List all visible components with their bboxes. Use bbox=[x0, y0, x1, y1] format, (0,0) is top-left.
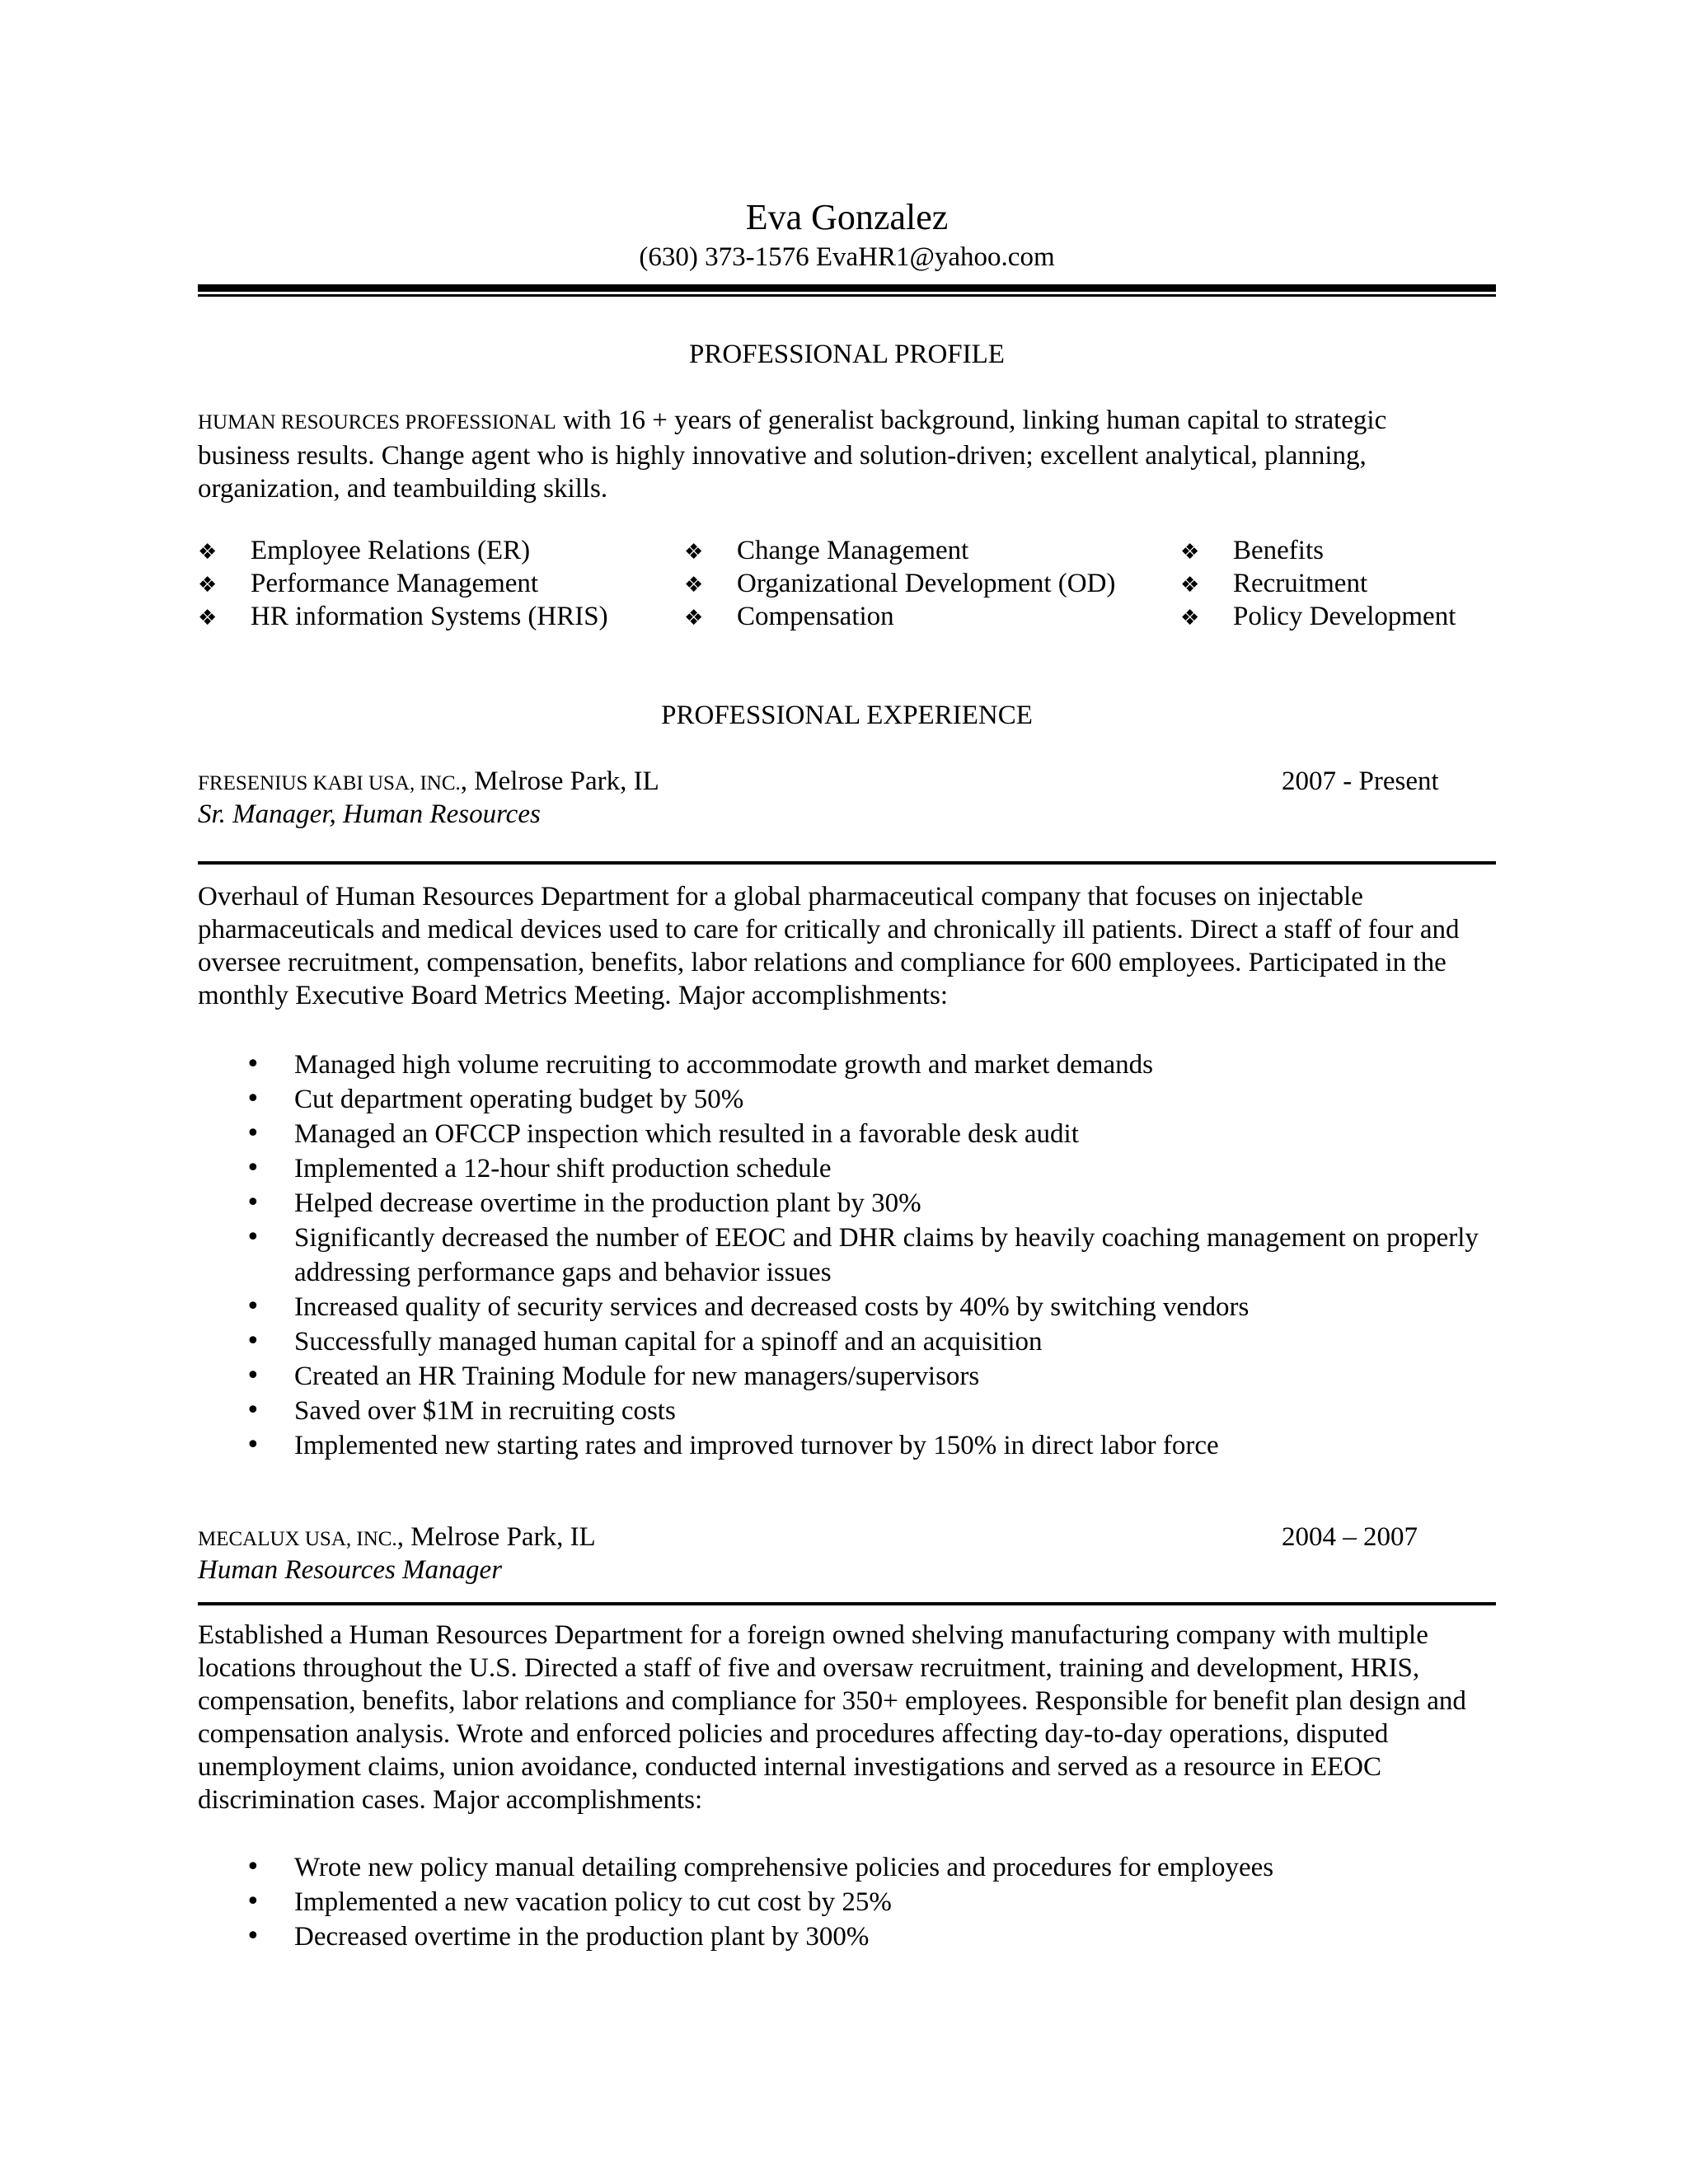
company-location: , Melrose Park, IL bbox=[460, 766, 659, 796]
list-item bbox=[198, 1186, 1496, 1221]
list-item bbox=[198, 1359, 1496, 1394]
diamond-bullet-icon: ❖ bbox=[1180, 540, 1200, 565]
accomplishment-text: Managed an OFCCP inspection which resulted in a favorable desk audit bbox=[294, 1119, 1079, 1149]
employment-dates: 2004 – 2007 bbox=[1282, 1522, 1418, 1552]
skills-grid bbox=[198, 534, 1496, 641]
list-item bbox=[198, 1151, 1496, 1186]
bullet-icon: • bbox=[246, 1154, 260, 1183]
profile-summary bbox=[198, 404, 1484, 505]
job-description: Overhaul of Human Resources Department for a global pharmaceutical company that focuses on injectable pharmaceuticals and medical devices used to care for critically and chronically ill patients. Direct a staff of four and oversee recruitment, compensation, benefits, labor relations and compliance for 600 employees. Participated in the monthly Executive Board Metrics Meeting. Major accomplishments: bbox=[198, 882, 1460, 1010]
company-name: FRESENIUS KABI USA, INC. bbox=[198, 772, 461, 794]
candidate-name: Eva Gonzalez bbox=[745, 197, 949, 237]
accomplishment-text: Cut department operating budget by 50% bbox=[294, 1085, 744, 1114]
accomplishment-text: Successfully managed human capital for a spinoff and an acquisition bbox=[294, 1327, 1043, 1357]
employment-dates: 2007 - Present bbox=[1282, 766, 1439, 796]
company-location: , Melrose Park, IL bbox=[396, 1522, 596, 1552]
accomplishment-list bbox=[198, 1850, 1496, 1954]
list-item bbox=[198, 1290, 1496, 1324]
skill-label: Employee Relations (ER) bbox=[251, 536, 531, 565]
skill-item bbox=[1180, 600, 1456, 633]
list-item bbox=[198, 1885, 1496, 1919]
accomplishment-text: Increased quality of security services and decreased costs by 40% by switching vendors bbox=[294, 1292, 1250, 1322]
skill-label: Benefits bbox=[1233, 536, 1324, 565]
accomplishment-text: Managed high volume recruiting to accommodate growth and market demands bbox=[294, 1050, 1153, 1080]
profile-heading: PROFESSIONAL PROFILE bbox=[689, 340, 1005, 369]
header-divider bbox=[198, 284, 1496, 298]
list-item bbox=[198, 1919, 1496, 1954]
skill-item bbox=[684, 600, 1115, 633]
skill-label: Performance Management bbox=[251, 569, 539, 598]
job-header bbox=[198, 765, 1496, 831]
skill-item bbox=[198, 534, 608, 567]
bullet-icon: • bbox=[246, 1431, 260, 1460]
bullet-icon: • bbox=[246, 1085, 260, 1113]
list-item bbox=[198, 1047, 1496, 1082]
skill-label: Policy Development bbox=[1233, 602, 1456, 631]
company-name: MECALUX USA, INC. bbox=[198, 1528, 397, 1550]
resume-page bbox=[198, 0, 1496, 2184]
diamond-bullet-icon: ❖ bbox=[198, 540, 218, 565]
skill-item bbox=[198, 600, 608, 633]
diamond-bullet-icon: ❖ bbox=[198, 606, 218, 630]
skill-item bbox=[198, 567, 608, 600]
job-divider bbox=[198, 861, 1496, 865]
diamond-bullet-icon: ❖ bbox=[1180, 606, 1200, 630]
skill-label: Organizational Development (OD) bbox=[737, 569, 1116, 598]
accomplishment-text: Implemented a 12-hour shift production schedule bbox=[294, 1154, 832, 1183]
skill-item bbox=[684, 567, 1115, 600]
accomplishment-text: Saved over $1M in recruiting costs bbox=[294, 1396, 676, 1426]
bullet-icon: • bbox=[246, 1188, 260, 1217]
skill-label: Compensation bbox=[737, 602, 894, 631]
bullet-icon: • bbox=[246, 1119, 260, 1148]
skill-item bbox=[684, 534, 1115, 567]
accomplishment-list bbox=[198, 1047, 1496, 1463]
list-item bbox=[198, 1324, 1496, 1359]
company-line bbox=[198, 765, 659, 800]
skills-column-2 bbox=[684, 534, 1115, 633]
skill-item bbox=[1180, 534, 1456, 567]
job-title: Sr. Manager, Human Resources bbox=[198, 799, 541, 829]
diamond-bullet-icon: ❖ bbox=[684, 540, 704, 565]
accomplishment-text: Wrote new policy manual detailing comprehensive policies and procedures for employees bbox=[294, 1853, 1274, 1882]
contact-info: (630) 373-1576 EvaHR1@yahoo.com bbox=[639, 242, 1055, 272]
accomplishment-text: Created an HR Training Module for new managers/supervisors bbox=[294, 1361, 980, 1391]
bullet-icon: • bbox=[246, 1922, 260, 1951]
bullet-icon: • bbox=[246, 1853, 260, 1882]
list-item bbox=[198, 1221, 1496, 1290]
accomplishment-text: Significantly decreased the number of EEOC and DHR claims by heavily coaching management on properly addressing performance gaps and behavior issues bbox=[294, 1223, 1479, 1287]
accomplishment-text: Decreased overtime in the production plant by 300% bbox=[294, 1922, 870, 1952]
experience-heading: PROFESSIONAL EXPERIENCE bbox=[661, 701, 1033, 730]
skill-label: HR information Systems (HRIS) bbox=[251, 602, 608, 631]
profile-lead: HUMAN RESOURCES PROFESSIONAL bbox=[198, 411, 556, 434]
bullet-icon: • bbox=[246, 1396, 260, 1425]
accomplishment-text: Helped decrease overtime in the production plant by 30% bbox=[294, 1188, 921, 1218]
job-description: Established a Human Resources Department for a foreign owned shelving manufacturing company with multiple locations throughout the U.S. Directed a staff of five and oversaw recruitment, training and development, HRIS, compensation, benefits, labor relations and compliance for 350+ employees. Responsible for benefit plan design and compensation analysis. Wrote and enforced policies and procedures affecting day-to-day operations, disputed unemployment claims, union avoidance, conducted internal investigations and served as a resource in EEOC discrimination cases. Major accomplishments: bbox=[198, 1620, 1466, 1815]
skill-item bbox=[1180, 567, 1456, 600]
list-item bbox=[198, 1850, 1496, 1885]
diamond-bullet-icon: ❖ bbox=[1180, 573, 1200, 598]
profile-summary-text: with 16 + years of generalist background, linking human capital to strategic business results. Change agent who is highly innovative and solution-driven; excellent analytical, planning, organization, and teambuilding skills. bbox=[198, 405, 1387, 504]
list-item bbox=[198, 1394, 1496, 1428]
list-item bbox=[198, 1428, 1496, 1463]
company-line bbox=[198, 1521, 596, 1556]
bullet-icon: • bbox=[246, 1292, 260, 1321]
skill-label: Recruitment bbox=[1233, 569, 1368, 598]
bullet-icon: • bbox=[246, 1361, 260, 1390]
skills-column-3 bbox=[1180, 534, 1456, 633]
list-item bbox=[198, 1117, 1496, 1151]
diamond-bullet-icon: ❖ bbox=[198, 573, 218, 598]
diamond-bullet-icon: ❖ bbox=[684, 606, 704, 630]
job-title: Human Resources Manager bbox=[198, 1555, 503, 1585]
bullet-icon: • bbox=[246, 1327, 260, 1356]
bullet-icon: • bbox=[246, 1887, 260, 1916]
list-item bbox=[198, 1082, 1496, 1117]
job-header bbox=[198, 1521, 1496, 1586]
job-divider bbox=[198, 1602, 1496, 1605]
skills-column-1 bbox=[198, 534, 608, 633]
accomplishment-text: Implemented a new vacation policy to cut cost by 25% bbox=[294, 1887, 892, 1917]
bullet-icon: • bbox=[246, 1050, 260, 1079]
diamond-bullet-icon: ❖ bbox=[684, 573, 704, 598]
bullet-icon: • bbox=[246, 1223, 260, 1252]
skill-label: Change Management bbox=[737, 536, 969, 565]
accomplishment-text: Implemented new starting rates and improved turnover by 150% in direct labor force bbox=[294, 1431, 1219, 1460]
